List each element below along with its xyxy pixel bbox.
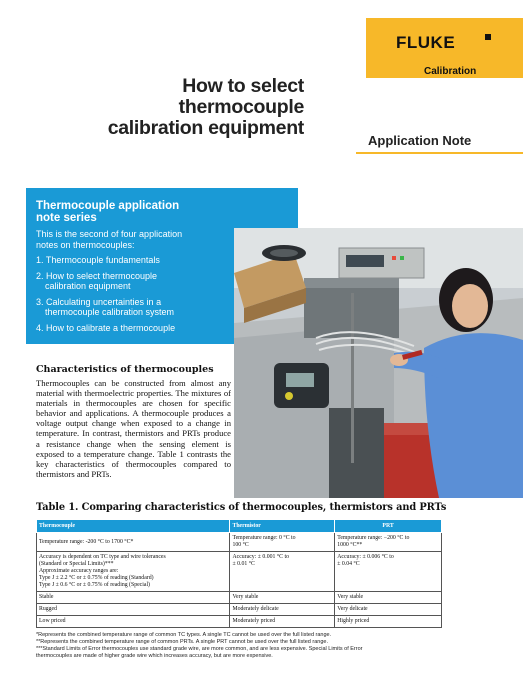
table-cell: Very stable <box>335 592 442 604</box>
characteristics-body: Thermocouples can be constructed from almost any material with thermoelectric properties. The mixtures of materials in thermocouples are chosen for specific behavior and applications. A thermocouple produces a voltage output change when exposed to a change in temperature. In contrast, thermistors and PRTs produce a resistance change when the sensing element is exposed to a temperature change. Table 1 contrasts the key characteristics of thermocouples compared to thermistors and PRTs. <box>36 378 231 479</box>
title-line: thermocouple <box>178 96 304 118</box>
series-item-line: thermocouple calibration system <box>45 307 175 317</box>
table-cell: Moderately priced <box>230 616 335 628</box>
cell-line: ± 0.01 °C <box>232 561 255 567</box>
table-cell: Stable <box>37 592 230 604</box>
page-title <box>36 76 304 139</box>
cell-line: 1000 °C** <box>337 542 363 548</box>
table-cell: Rugged <box>37 604 230 616</box>
table-cell: Highly priced <box>335 616 442 628</box>
table-row <box>37 616 442 628</box>
characteristics-heading: Characteristics of thermocouples <box>36 364 214 375</box>
series-heading-line: note series <box>36 212 97 224</box>
header-thermistor: Thermistor <box>230 520 335 533</box>
table-row <box>37 592 442 604</box>
cell-line: Type J ± 2.2 °C or ± 0.75% of reading (Standard) <box>39 575 154 581</box>
cell-line: Temperature range: -200 °C to 1700 °C* <box>39 538 134 545</box>
brand-subtitle: Calibration <box>424 66 477 77</box>
table-cell: Low priced <box>37 616 230 628</box>
table-cell <box>335 552 442 592</box>
cell-line: Type J ± 0.6 °C or ± 0.75% of reading (Special) <box>39 582 150 588</box>
series-item-line: 1. Thermocouple fundamentals <box>36 255 160 265</box>
doc-type-label: Application Note <box>368 133 472 148</box>
cell-line: Temperature range: −200 °C to <box>337 535 410 541</box>
table-row <box>37 604 442 616</box>
table-cell <box>37 533 230 552</box>
header-prt: PRT <box>335 520 442 533</box>
cell-line: Temperature range: 0 °C to <box>232 535 296 541</box>
cell-line: ± 0.04 °C <box>337 561 360 567</box>
footnote: **Represents the combined temperature range of common PRTs. A single PRT cannot be used over the full listed range. <box>36 639 328 645</box>
series-intro-line: This is the second of four application <box>36 229 183 239</box>
footnote: *Represents the combined temperature range of common TC types. A single TC cannot be used over the full listed range. <box>36 632 332 638</box>
series-heading <box>36 200 288 224</box>
table-cell <box>335 533 442 552</box>
table-footnotes <box>36 632 446 660</box>
table-row <box>37 533 442 552</box>
cell-line: Accuracy: ± 0.001 °C to <box>232 554 289 560</box>
footnote: thermocouples are made of higher grade wire which increases accuracy, but are more expensive. <box>36 653 273 659</box>
title-line: How to select <box>182 75 304 97</box>
title-line: calibration equipment <box>107 117 304 139</box>
footnote: ***Standard Limits of Error thermocouples use standard grade wire, are more common, and are less expensive. Special Limits of Error <box>36 646 363 652</box>
lab-photo-illustration <box>234 228 523 498</box>
brand-dot <box>485 34 491 40</box>
lab-photo <box>234 228 523 498</box>
doc-type-rule <box>356 152 523 154</box>
series-intro-line: notes on thermocouples: <box>36 239 135 250</box>
series-heading-line: Thermocouple application <box>36 200 180 212</box>
table-row <box>37 552 442 592</box>
series-item-line: calibration equipment <box>45 281 131 291</box>
comparison-table <box>36 519 442 628</box>
table-cell <box>230 533 335 552</box>
cell-line: Accuracy is dependent on TC type and wire tolerances <box>39 554 166 560</box>
series-item-line: 3. Calculating uncertainties in a <box>36 296 162 307</box>
table-header-row <box>37 520 442 533</box>
series-item-line: 2. How to select thermocouple <box>36 270 158 281</box>
table-cell: Very delicate <box>335 604 442 616</box>
series-item-line: 4. How to calibrate a thermocouple <box>36 322 176 333</box>
table-cell: Very stable <box>230 592 335 604</box>
table-cell <box>37 552 230 592</box>
cell-line: Approximate accuracy ranges are: <box>39 568 119 574</box>
table-title: Table 1. Comparing characteristics of thermocouples, thermistors and PRTs <box>36 502 447 513</box>
cell-line: 100 °C <box>232 542 249 548</box>
cell-line: (Standard or Special Limits)*** <box>39 561 114 567</box>
table-cell: Moderately delicate <box>230 604 335 616</box>
table-cell <box>230 552 335 592</box>
cell-line: Accuracy: ± 0.006 °C to <box>337 554 394 560</box>
header-thermocouple: Thermocouple <box>37 520 230 533</box>
brand-name: FLUKE <box>396 33 456 52</box>
